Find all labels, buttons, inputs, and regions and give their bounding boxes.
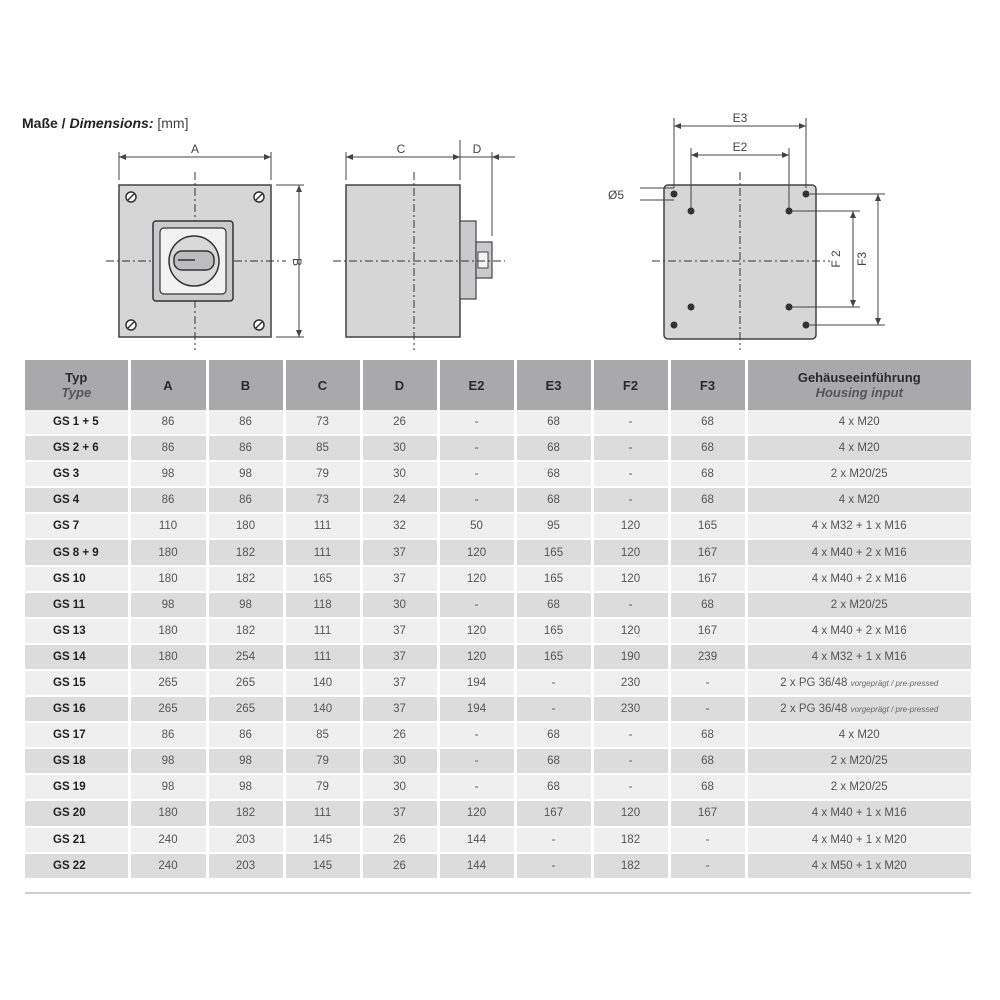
cell-f2: 230: [592, 670, 669, 696]
cell-f3: 68: [669, 774, 746, 800]
cell-housing: 4 x M40 + 1 x M16: [746, 800, 971, 826]
back-view-drawing: [608, 111, 885, 350]
cell-f3: -: [669, 827, 746, 853]
cell-e3: 95: [515, 513, 592, 539]
cell-f3: 167: [669, 800, 746, 826]
cell-e3: 68: [515, 774, 592, 800]
header-typ: Typ Type: [25, 360, 129, 410]
cell-d: 37: [361, 670, 438, 696]
header-c: C: [284, 360, 361, 410]
cell-f3: 68: [669, 592, 746, 618]
cell-d: 24: [361, 487, 438, 513]
cell-typ: GS 21: [25, 827, 129, 853]
cell-d: 26: [361, 722, 438, 748]
cell-e2: -: [438, 592, 515, 618]
table-row: [25, 774, 971, 800]
cell-d: 26: [361, 827, 438, 853]
cell-d: 30: [361, 435, 438, 461]
label-a: A: [190, 142, 200, 156]
cell-d: 37: [361, 539, 438, 565]
cell-d: 37: [361, 696, 438, 722]
cell-e3: -: [515, 827, 592, 853]
label-f3: F3: [855, 251, 869, 267]
cell-a: 180: [129, 566, 207, 592]
table-row: [25, 592, 971, 618]
cell-typ: GS 2 + 6: [25, 435, 129, 461]
cell-e2: 120: [438, 539, 515, 565]
cell-f2: 190: [592, 644, 669, 670]
cell-e3: -: [515, 670, 592, 696]
cell-b: 86: [207, 410, 284, 435]
cell-typ: GS 15: [25, 670, 129, 696]
cell-b: 265: [207, 670, 284, 696]
cell-c: 85: [284, 722, 361, 748]
cell-d: 30: [361, 774, 438, 800]
cell-typ: GS 20: [25, 800, 129, 826]
label-hole: Ø5: [608, 188, 625, 202]
cell-typ: GS 4: [25, 487, 129, 513]
cell-housing: 2 x PG 36/48 vorgeprägt / pre-pressed: [746, 670, 971, 696]
cell-e2: 144: [438, 853, 515, 879]
table-row: [25, 670, 971, 696]
cell-typ: GS 1 + 5: [25, 410, 129, 435]
table-row: [25, 748, 971, 774]
cell-a: 86: [129, 410, 207, 435]
table-row: [25, 800, 971, 826]
cell-f3: 167: [669, 566, 746, 592]
cell-e3: 165: [515, 566, 592, 592]
cell-b: 98: [207, 592, 284, 618]
table-bottom-rule: [25, 892, 971, 894]
cell-c: 111: [284, 539, 361, 565]
header-f3: F3: [669, 360, 746, 410]
cell-b: 98: [207, 748, 284, 774]
cell-c: 111: [284, 644, 361, 670]
table-row: [25, 722, 971, 748]
cell-typ: GS 8 + 9: [25, 539, 129, 565]
cell-a: 86: [129, 487, 207, 513]
cell-f2: 120: [592, 539, 669, 565]
cell-e2: 144: [438, 827, 515, 853]
cell-housing: 4 x M20: [746, 410, 971, 435]
cell-e2: -: [438, 410, 515, 435]
housing-note: vorgeprägt / pre-pressed: [850, 678, 939, 688]
header-housing: Gehäuseeinführung Housing input: [746, 360, 971, 410]
cell-e2: -: [438, 748, 515, 774]
table-body: [25, 410, 971, 879]
cell-f3: 68: [669, 487, 746, 513]
table-row: [25, 827, 971, 853]
cell-b: 203: [207, 853, 284, 879]
cell-typ: GS 19: [25, 774, 129, 800]
table-row: [25, 461, 971, 487]
cell-c: 111: [284, 513, 361, 539]
cell-e3: 68: [515, 435, 592, 461]
housing-note: vorgeprägt / pre-pressed: [850, 705, 939, 715]
cell-a: 180: [129, 644, 207, 670]
cell-typ: GS 18: [25, 748, 129, 774]
cell-d: 30: [361, 592, 438, 618]
cell-c: 140: [284, 696, 361, 722]
cell-e2: 50: [438, 513, 515, 539]
cell-b: 182: [207, 800, 284, 826]
table-row: [25, 644, 971, 670]
cell-c: 111: [284, 800, 361, 826]
table-header-row: [25, 360, 971, 410]
cell-c: 140: [284, 670, 361, 696]
cell-e2: -: [438, 722, 515, 748]
cell-e2: 120: [438, 644, 515, 670]
cell-e3: 165: [515, 618, 592, 644]
cell-typ: GS 10: [25, 566, 129, 592]
cell-e2: 120: [438, 800, 515, 826]
cell-c: 165: [284, 566, 361, 592]
cell-e3: -: [515, 696, 592, 722]
cell-typ: GS 3: [25, 461, 129, 487]
label-c: C: [396, 142, 406, 156]
table-row: [25, 410, 971, 435]
table-row: [25, 487, 971, 513]
cell-b: 86: [207, 722, 284, 748]
cell-e3: 68: [515, 487, 592, 513]
heading-de: Maße /: [22, 115, 66, 131]
cell-f3: 68: [669, 722, 746, 748]
table-row: [25, 696, 971, 722]
cell-e3: 68: [515, 748, 592, 774]
cell-a: 98: [129, 461, 207, 487]
cell-f3: -: [669, 696, 746, 722]
cell-f3: 68: [669, 461, 746, 487]
cell-f2: -: [592, 435, 669, 461]
front-view-drawing: [106, 142, 304, 350]
dimension-drawings: [0, 0, 1000, 360]
cell-a: 240: [129, 827, 207, 853]
cell-e2: -: [438, 461, 515, 487]
cell-b: 182: [207, 566, 284, 592]
cell-a: 265: [129, 696, 207, 722]
table-row: [25, 513, 971, 539]
cell-e3: 68: [515, 461, 592, 487]
cell-f3: -: [669, 853, 746, 879]
cell-b: 265: [207, 696, 284, 722]
cell-housing: 4 x M20: [746, 722, 971, 748]
cell-f2: 120: [592, 800, 669, 826]
cell-housing: 4 x M50 + 1 x M20: [746, 853, 971, 879]
cell-b: 180: [207, 513, 284, 539]
cell-f2: -: [592, 774, 669, 800]
label-f2: F 2: [829, 250, 843, 268]
header-b: B: [207, 360, 284, 410]
heading-en: Dimensions:: [69, 115, 154, 131]
cell-e3: 68: [515, 592, 592, 618]
cell-d: 30: [361, 461, 438, 487]
cell-e2: -: [438, 774, 515, 800]
cell-f3: 68: [669, 410, 746, 435]
cell-c: 145: [284, 853, 361, 879]
cell-housing: 4 x M20: [746, 487, 971, 513]
cell-typ: GS 13: [25, 618, 129, 644]
cell-f2: -: [592, 487, 669, 513]
cell-typ: GS 7: [25, 513, 129, 539]
cell-f2: 120: [592, 513, 669, 539]
cell-housing: 2 x M20/25: [746, 774, 971, 800]
table-row: [25, 435, 971, 461]
cell-f2: -: [592, 410, 669, 435]
header-a: A: [129, 360, 207, 410]
cell-b: 182: [207, 618, 284, 644]
cell-typ: GS 17: [25, 722, 129, 748]
cell-d: 37: [361, 618, 438, 644]
label-e2: E2: [732, 140, 748, 154]
cell-housing: 4 x M20: [746, 435, 971, 461]
table-row: [25, 618, 971, 644]
cell-f2: 120: [592, 618, 669, 644]
cell-housing: 2 x PG 36/48 vorgeprägt / pre-pressed: [746, 696, 971, 722]
cell-b: 86: [207, 487, 284, 513]
cell-typ: GS 14: [25, 644, 129, 670]
cell-typ: GS 16: [25, 696, 129, 722]
label-d: D: [472, 142, 482, 156]
cell-f2: -: [592, 722, 669, 748]
side-view-drawing: [333, 140, 515, 350]
cell-c: 73: [284, 487, 361, 513]
cell-f2: -: [592, 461, 669, 487]
dimensions-table: [25, 360, 971, 880]
cell-a: 98: [129, 774, 207, 800]
cell-c: 79: [284, 748, 361, 774]
cell-b: 98: [207, 774, 284, 800]
cell-f2: -: [592, 592, 669, 618]
cell-e2: 120: [438, 618, 515, 644]
cell-b: 182: [207, 539, 284, 565]
cell-f3: 167: [669, 539, 746, 565]
cell-e3: -: [515, 853, 592, 879]
header-f2: F2: [592, 360, 669, 410]
heading-unit: [mm]: [157, 115, 189, 131]
cell-e3: 165: [515, 539, 592, 565]
table-row: [25, 853, 971, 879]
cell-e3: 167: [515, 800, 592, 826]
cell-f3: -: [669, 670, 746, 696]
cell-d: 37: [361, 566, 438, 592]
cell-housing: 2 x M20/25: [746, 748, 971, 774]
cell-c: 145: [284, 827, 361, 853]
cell-f2: 182: [592, 853, 669, 879]
cell-d: 26: [361, 853, 438, 879]
cell-c: 73: [284, 410, 361, 435]
cell-d: 37: [361, 800, 438, 826]
cell-a: 180: [129, 618, 207, 644]
cell-c: 111: [284, 618, 361, 644]
cell-a: 98: [129, 748, 207, 774]
cell-f3: 239: [669, 644, 746, 670]
cell-a: 86: [129, 435, 207, 461]
cell-housing: 4 x M40 + 1 x M20: [746, 827, 971, 853]
cell-f3: 165: [669, 513, 746, 539]
cell-a: 265: [129, 670, 207, 696]
cell-housing: 2 x M20/25: [746, 592, 971, 618]
cell-b: 86: [207, 435, 284, 461]
cell-f2: -: [592, 748, 669, 774]
cell-e3: 68: [515, 722, 592, 748]
cell-d: 37: [361, 644, 438, 670]
cell-b: 98: [207, 461, 284, 487]
cell-c: 79: [284, 461, 361, 487]
cell-f3: 68: [669, 435, 746, 461]
cell-typ: GS 22: [25, 853, 129, 879]
cell-e3: 165: [515, 644, 592, 670]
cell-f3: 167: [669, 618, 746, 644]
cell-housing: 4 x M40 + 2 x M16: [746, 618, 971, 644]
header-d: D: [361, 360, 438, 410]
cell-a: 98: [129, 592, 207, 618]
cell-e2: 120: [438, 566, 515, 592]
cell-a: 180: [129, 800, 207, 826]
header-e3: E3: [515, 360, 592, 410]
header-e2: E2: [438, 360, 515, 410]
cell-b: 203: [207, 827, 284, 853]
cell-a: 110: [129, 513, 207, 539]
label-e3: E3: [732, 111, 748, 125]
cell-housing: 4 x M32 + 1 x M16: [746, 644, 971, 670]
cell-a: 240: [129, 853, 207, 879]
cell-e2: -: [438, 435, 515, 461]
cell-f3: 68: [669, 748, 746, 774]
cell-d: 30: [361, 748, 438, 774]
cell-c: 118: [284, 592, 361, 618]
cell-b: 254: [207, 644, 284, 670]
table-row: [25, 566, 971, 592]
cell-e2: 194: [438, 670, 515, 696]
cell-e2: -: [438, 487, 515, 513]
cell-housing: 2 x M20/25: [746, 461, 971, 487]
cell-housing: 4 x M40 + 2 x M16: [746, 566, 971, 592]
table-row: [25, 539, 971, 565]
cell-typ: GS 11: [25, 592, 129, 618]
cell-housing: 4 x M32 + 1 x M16: [746, 513, 971, 539]
cell-c: 85: [284, 435, 361, 461]
label-b: B: [290, 257, 304, 267]
cell-f2: 182: [592, 827, 669, 853]
cell-c: 79: [284, 774, 361, 800]
cell-f2: 120: [592, 566, 669, 592]
cell-a: 180: [129, 539, 207, 565]
cell-f2: 230: [592, 696, 669, 722]
cell-a: 86: [129, 722, 207, 748]
cell-d: 26: [361, 410, 438, 435]
cell-e2: 194: [438, 696, 515, 722]
cell-housing: 4 x M40 + 2 x M16: [746, 539, 971, 565]
cell-e3: 68: [515, 410, 592, 435]
cell-d: 32: [361, 513, 438, 539]
